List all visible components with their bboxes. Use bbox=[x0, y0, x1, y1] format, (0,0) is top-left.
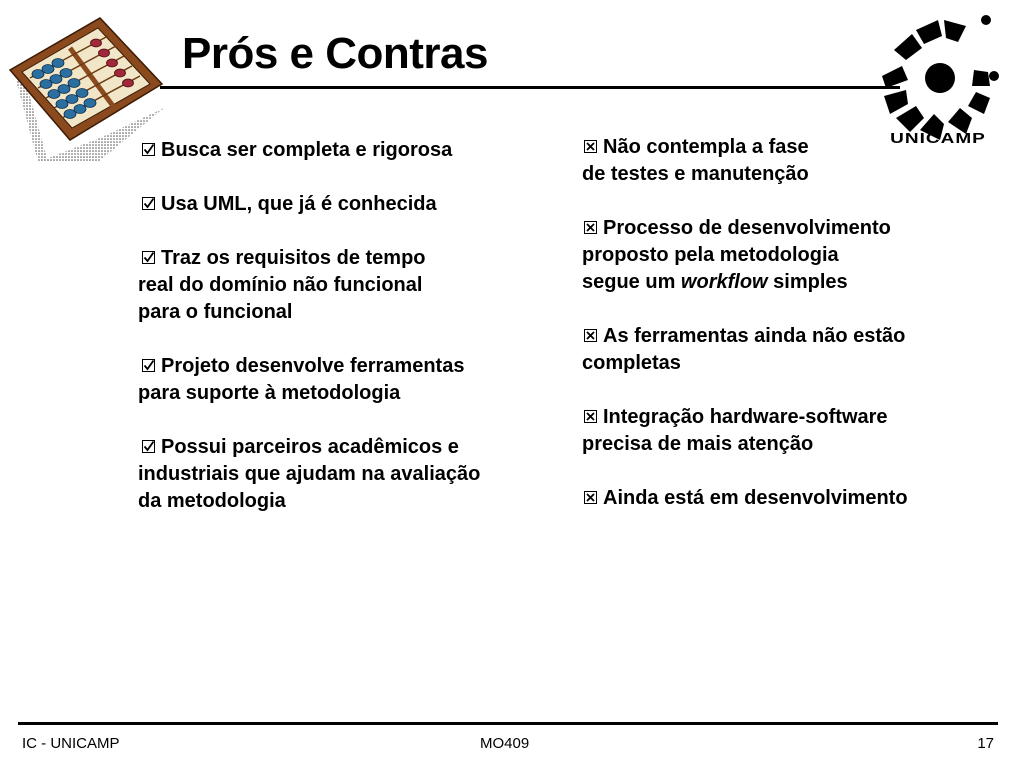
pros-item bbox=[138, 191, 548, 218]
checkbox-checked-icon bbox=[142, 440, 155, 453]
cons-item-text: Ainda está em desenvolvimento bbox=[603, 487, 908, 509]
checkbox-crossed-icon bbox=[584, 140, 597, 153]
cons-item-text: As ferramentas ainda não estão completas bbox=[582, 325, 906, 374]
pros-item-text: Traz os requisitos de tempo real do domínio não funcional para o funcional bbox=[138, 247, 426, 323]
checkbox-crossed-icon bbox=[584, 221, 597, 234]
pros-item bbox=[138, 434, 548, 515]
cons-item-text-after: simples bbox=[767, 271, 848, 293]
checkbox-checked-icon bbox=[142, 359, 155, 372]
checkbox-crossed-icon bbox=[584, 410, 597, 423]
footer-institution: IC - UNICAMP bbox=[22, 735, 120, 752]
footer-divider bbox=[18, 722, 998, 725]
checkbox-crossed-icon bbox=[584, 491, 597, 504]
pros-item-text: Usa UML, que já é conhecida bbox=[161, 193, 437, 215]
pros-item bbox=[138, 137, 548, 164]
pros-item bbox=[138, 245, 548, 326]
checkbox-checked-icon bbox=[142, 143, 155, 156]
page-title: Prós e Contras bbox=[182, 29, 488, 78]
checkbox-checked-icon bbox=[142, 197, 155, 210]
cons-item-text: Processo de desenvolvimento proposto pela metodologia segue um bbox=[582, 217, 891, 293]
cons-item bbox=[582, 404, 1002, 458]
footer-course: MO409 bbox=[480, 735, 530, 752]
cons-item bbox=[582, 215, 1002, 296]
pros-item-text: Possui parceiros acadêmicos e industriais que ajudam na avaliação da metodologia bbox=[138, 436, 481, 512]
pros-item-text: Projeto desenvolve ferramentas para suporte à metodologia bbox=[138, 355, 465, 404]
checkbox-checked-icon bbox=[142, 251, 155, 264]
cons-item bbox=[582, 323, 1002, 377]
pros-list bbox=[138, 137, 548, 542]
cons-list bbox=[582, 134, 1002, 539]
cons-item bbox=[582, 485, 1002, 512]
pros-item-text: Busca ser completa e rigorosa bbox=[161, 139, 453, 161]
cons-item-text: Integração hardware-software precisa de mais atenção bbox=[582, 406, 888, 455]
unicamp-logo bbox=[876, 14, 1000, 154]
pros-item bbox=[138, 353, 548, 407]
cons-item-emphasis: workflow bbox=[680, 271, 768, 293]
logo-text: UNICAMP bbox=[890, 130, 986, 147]
cons-item bbox=[582, 134, 1002, 188]
title-divider bbox=[160, 86, 900, 89]
slide-number: 17 bbox=[977, 735, 994, 752]
checkbox-crossed-icon bbox=[584, 329, 597, 342]
cons-item-text: Não contempla a fase de testes e manutenção bbox=[582, 136, 809, 185]
